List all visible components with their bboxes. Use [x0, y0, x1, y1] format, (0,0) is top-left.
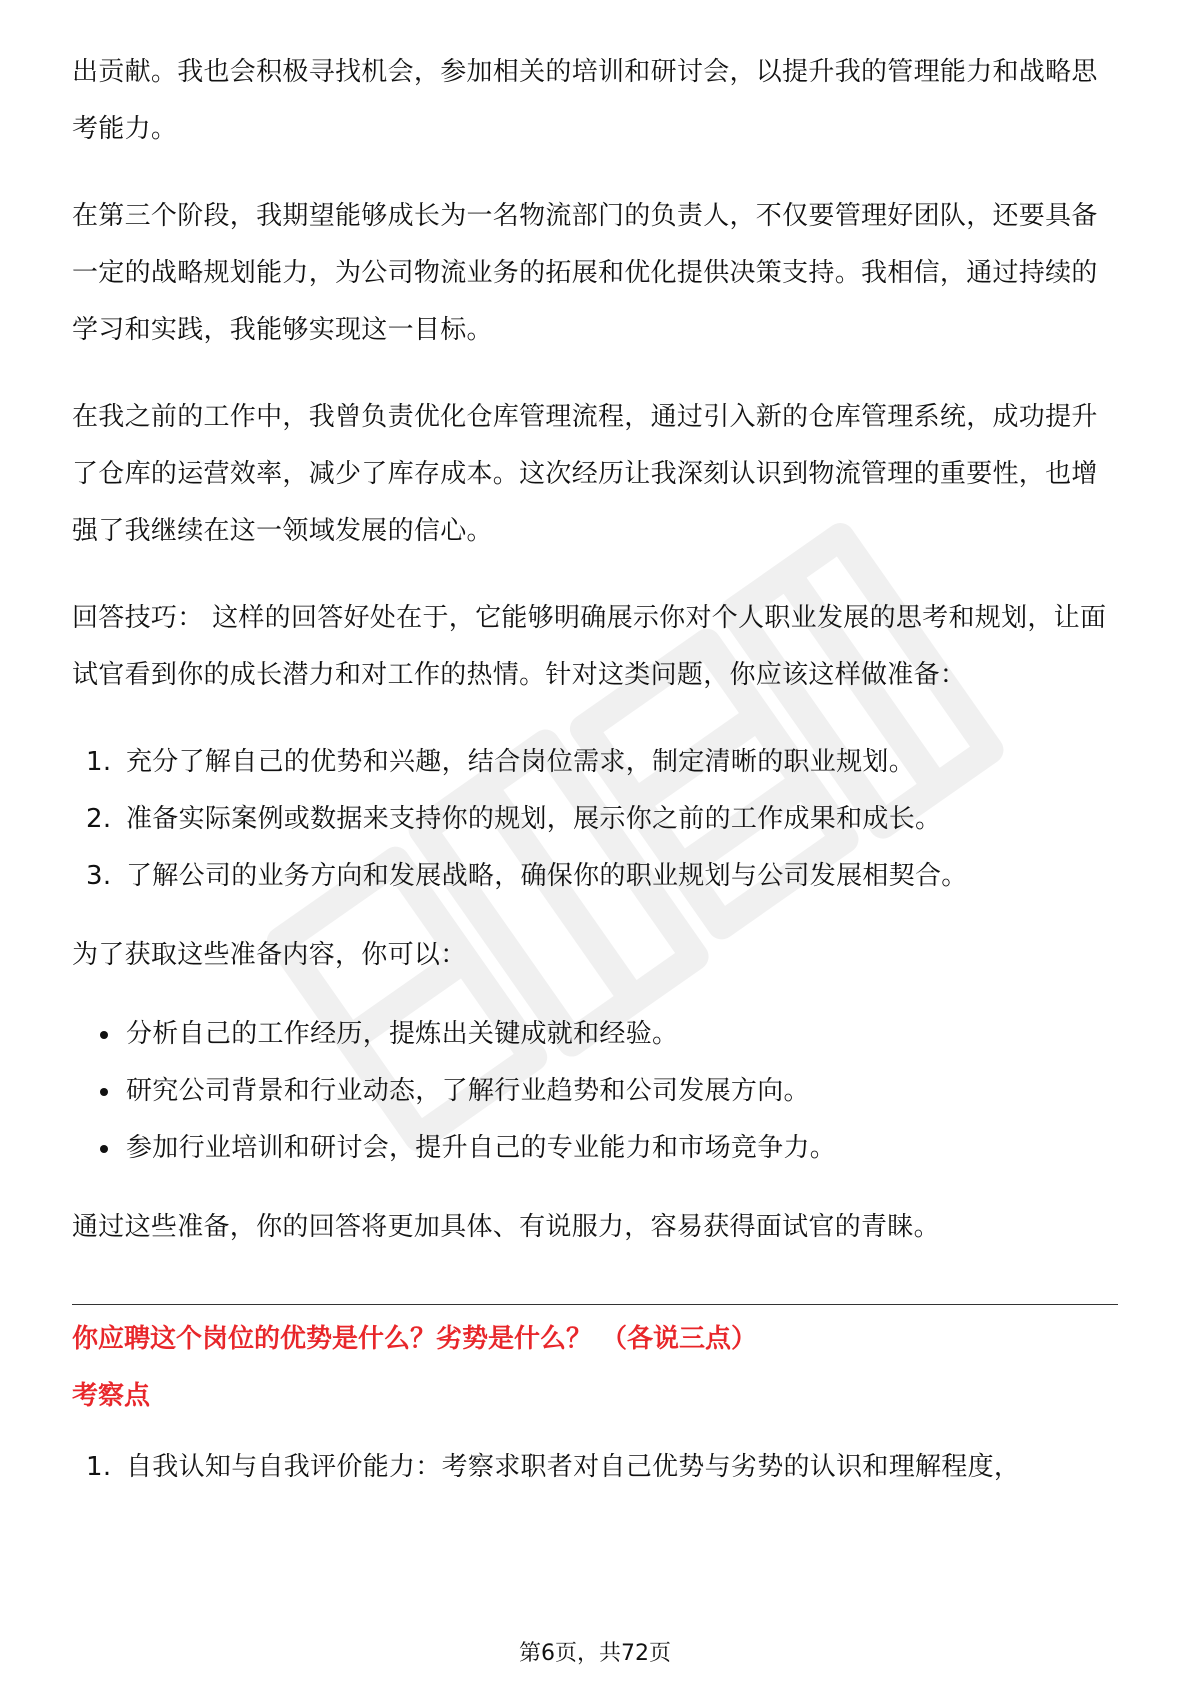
list-item-text: 充分了解自己的优势和兴趣，结合岗位需求，制定清晰的职业规划。	[126, 747, 916, 777]
list-item	[72, 848, 1118, 905]
paragraph: 出贡献。我也会积极寻找机会，参加相关的培训和研讨会，以提升我的管理能力和战略思考能力。	[72, 57, 1098, 144]
list-item	[72, 1439, 1118, 1496]
closing-paragraph: 通过这些准备，你的回答将更加具体、有说服力，容易获得面试官的青睐。	[72, 1212, 940, 1242]
list-item	[72, 1063, 1118, 1120]
bullet-icon	[100, 1088, 108, 1096]
prep-steps-list	[72, 734, 1118, 905]
list-item-text: 分析自己的工作经历，提炼出关键成就和经验。	[126, 1019, 679, 1049]
list-item-text: 了解公司的业务方向和发展战略，确保你的职业规划与公司发展相契合。	[126, 861, 968, 891]
list-number: 1.	[86, 747, 112, 777]
bullet-list	[72, 1006, 1118, 1177]
prep-intro: 为了获取这些准备内容，你可以：	[72, 940, 467, 970]
list-item	[72, 1120, 1118, 1177]
list-number: 2.	[86, 804, 112, 834]
list-number: 3.	[86, 861, 112, 891]
list-item-text: 准备实际案例或数据来支持你的规划，展示你之前的工作成果和成长。	[126, 804, 942, 834]
page-footer: 第6页，共72页	[519, 1641, 671, 1666]
bullet-icon	[100, 1145, 108, 1153]
paragraph: 在我之前的工作中，我曾负责优化仓库管理流程，通过引入新的仓库管理系统，成功提升了仓库的运营效率，减少了库存成本。这次经历让我深刻认识到物流管理的重要性，也增强了我继续在这一领域发展的信心。	[72, 402, 1098, 546]
content-column	[72, 44, 1118, 1496]
list-item	[72, 734, 1118, 791]
list-number: 1.	[86, 1452, 112, 1482]
list-item-text: 参加行业培训和研讨会，提升自己的专业能力和市场竞争力。	[126, 1133, 837, 1163]
list-item-text: 自我认知与自我评价能力：考察求职者对自己优势与劣势的认识和理解程度，	[126, 1452, 1021, 1482]
bullet-icon	[100, 1031, 108, 1039]
list-item	[72, 791, 1118, 848]
answer-tips-paragraph: 回答技巧： 这样的回答好处在于，它能够明确展示你对个人职业发展的思考和规划，让面试官看到你的成长潜力和对工作的热情。针对这类问题，你应该这样做准备：	[72, 603, 1107, 690]
assessment-points-list	[72, 1439, 1118, 1496]
list-item	[72, 1006, 1118, 1063]
section-subtitle: 考察点	[72, 1381, 151, 1411]
paragraph: 在第三个阶段，我期望能够成长为一名物流部门的负责人，不仅要管理好团队，还要具备一定的战略规划能力，为公司物流业务的拓展和优化提供决策支持。我相信，通过持续的学习和实践，我能够实现这一目标。	[72, 201, 1098, 345]
question-title: 你应聘这个岗位的优势是什么？劣势是什么？ （各说三点）	[72, 1324, 758, 1354]
list-item-text: 研究公司背景和行业动态，了解行业趋势和公司发展方向。	[126, 1076, 810, 1106]
